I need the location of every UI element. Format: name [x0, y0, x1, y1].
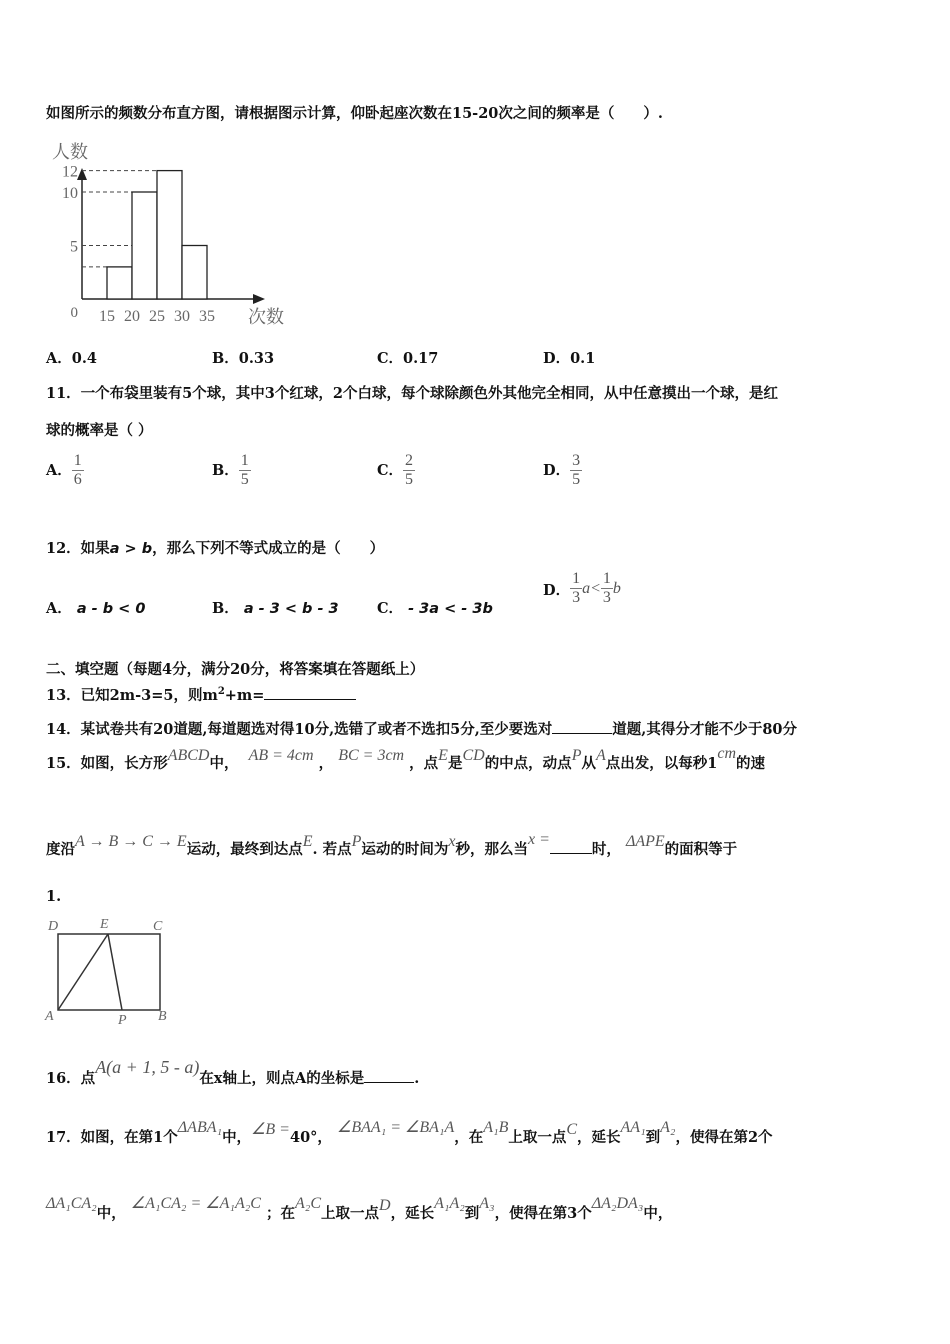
option-label: B．: [212, 461, 239, 479]
label-p: P: [118, 1013, 127, 1028]
option-label: C．: [377, 600, 404, 617]
q11-option-c[interactable]: [377, 452, 415, 490]
q11-option-b[interactable]: [212, 452, 251, 490]
q10-option-b[interactable]: [212, 347, 274, 368]
q16: 16．点A(a + 1, 5 - a)在x轴上，则点A的坐标是 .: [46, 1057, 420, 1087]
q17-line2: ΔA₁CA₂中， ∠A₁CA₂ = ∠A₁A₂C ；在A₂C上取一点D，延长A₁A₂到A₃，使得在第3个ΔA₂DA₃中，: [46, 1195, 673, 1222]
rectangle-abcd: [58, 934, 160, 1010]
q13: 13．已知2m-3=5，则$m^2+m=$: [46, 684, 356, 705]
q10-option-d[interactable]: [543, 347, 595, 368]
option-label: A．: [46, 600, 72, 617]
option-label: A．: [46, 461, 72, 479]
x-tick-label: 15: [99, 308, 115, 325]
x-tick-label: 35: [199, 308, 215, 325]
option-label: C．: [377, 350, 404, 367]
fraction: $\frac{1}{5}$: [240, 452, 249, 489]
histogram-bar: [132, 192, 157, 299]
y-tick-label: 12: [62, 163, 78, 181]
option-expr: - 3a < - 3b: [408, 601, 493, 617]
label-a: A: [45, 1009, 54, 1024]
x-tick-label: 20: [124, 308, 140, 325]
q12-condition: a > b: [109, 541, 153, 557]
label-c: C: [153, 919, 163, 934]
segment-ep: [108, 934, 122, 1010]
y-axis-arrow: [77, 168, 87, 180]
fraction: $\frac{3}{5}$: [572, 452, 581, 489]
q15-line3: 1.: [46, 888, 62, 905]
q12-option-a[interactable]: [46, 597, 145, 618]
answer-blank[interactable]: [264, 699, 356, 700]
option-value: 0.17: [403, 350, 439, 367]
section-heading: 二、填空题（每题4分，满分20分，将答案填在答题纸上）: [46, 661, 425, 678]
q12-option-b[interactable]: [212, 597, 339, 618]
chart-bars: [107, 171, 207, 299]
q11-stem-line1: 11．一个布袋里装有5个球，其中3个红球，2个白球，每个球除颜色外其他完全相同，从中任意摸出一个球，是红: [46, 385, 778, 402]
x-axis-title: 次数: [248, 307, 284, 327]
q12-option-d[interactable]: D． $\frac{1}{3}$ a< $\frac{1}{3}$ b: [543, 570, 621, 607]
histogram-bar: [107, 267, 132, 299]
label-e: E: [100, 917, 109, 932]
fraction: $\frac{2}{5}$: [405, 452, 414, 489]
histogram-bar: [182, 246, 207, 300]
fraction: $\frac{1}{3}$: [602, 570, 611, 607]
q11-option-a[interactable]: [46, 452, 84, 490]
q14: 14．某试卷共有20道题,每道题选对得10分,选错了或者不选扣5分,至少要选对 道题,其得分才能不少于80分: [46, 721, 797, 738]
q10-option-c[interactable]: [377, 347, 438, 368]
q12-stem: 12．如果a > b，那么下列不等式成立的是（ ）: [46, 540, 385, 557]
option-expr: a - 3 < b - 3: [243, 601, 339, 617]
q11-stem-line2: 球的概率是（ ）: [46, 422, 153, 439]
q10-option-a[interactable]: [46, 347, 97, 368]
x-tick-label: 30: [174, 308, 190, 325]
option-value: 0.1: [570, 350, 596, 367]
option-value: 0.4: [71, 350, 97, 367]
histogram-chart: [40, 136, 300, 332]
option-label: D．: [543, 350, 571, 367]
q11-option-d[interactable]: [543, 452, 582, 490]
q15-line2: 度沿A → B → C → E运动，最终到达点E. 若点P运动的时间为x秒，那么当x =时， ΔAPE的面积等于: [46, 831, 738, 858]
q12-option-c[interactable]: [377, 597, 493, 618]
answer-blank[interactable]: [550, 853, 592, 854]
q10-stem: 如图所示的频数分布直方图，请根据图示计算，仰卧起座次数在15-20次之间的频率是（ ）.: [46, 105, 663, 122]
option-value: 0.33: [238, 350, 275, 367]
option-label: C．: [377, 461, 404, 479]
option-label: B．: [212, 600, 239, 617]
answer-blank[interactable]: [552, 733, 612, 734]
y-tick-label: 10: [62, 185, 78, 202]
q15-line1: 15．如图，长方形ABCD中， AB = 4cm ， BC = 3cm ，点E是CD的中点，动点P从A点出发，以每秒1cm的速: [46, 745, 765, 772]
x-tick-label: 25: [149, 308, 165, 325]
q17-line1: 17．如图，在第1个ΔABA₁中，∠B =40°， ∠BAA₁ = ∠BA₁A，在A₁B上取一点C，延长AA₁到A₂，使得在第2个: [46, 1119, 773, 1146]
option-label: D．: [543, 461, 571, 479]
option-label: D．: [543, 581, 571, 599]
label-d: D: [48, 919, 59, 934]
y-tick-label: 5: [70, 238, 78, 256]
origin-label: 0: [70, 305, 78, 321]
y-axis-title: 人数: [52, 142, 88, 162]
option-expr: a - b < 0: [76, 601, 146, 617]
segment-ae: [58, 934, 108, 1010]
x-axis-arrow: [253, 294, 265, 304]
rectangle-figure: [42, 912, 182, 1030]
fraction: $\frac{1}{3}$: [572, 570, 581, 607]
histogram-bar: [157, 171, 182, 299]
option-label: A．: [46, 350, 72, 367]
fraction: $\frac{1}{6}$: [73, 452, 82, 489]
option-label: B．: [212, 350, 239, 367]
answer-blank[interactable]: [364, 1082, 414, 1083]
label-b: B: [158, 1009, 167, 1024]
